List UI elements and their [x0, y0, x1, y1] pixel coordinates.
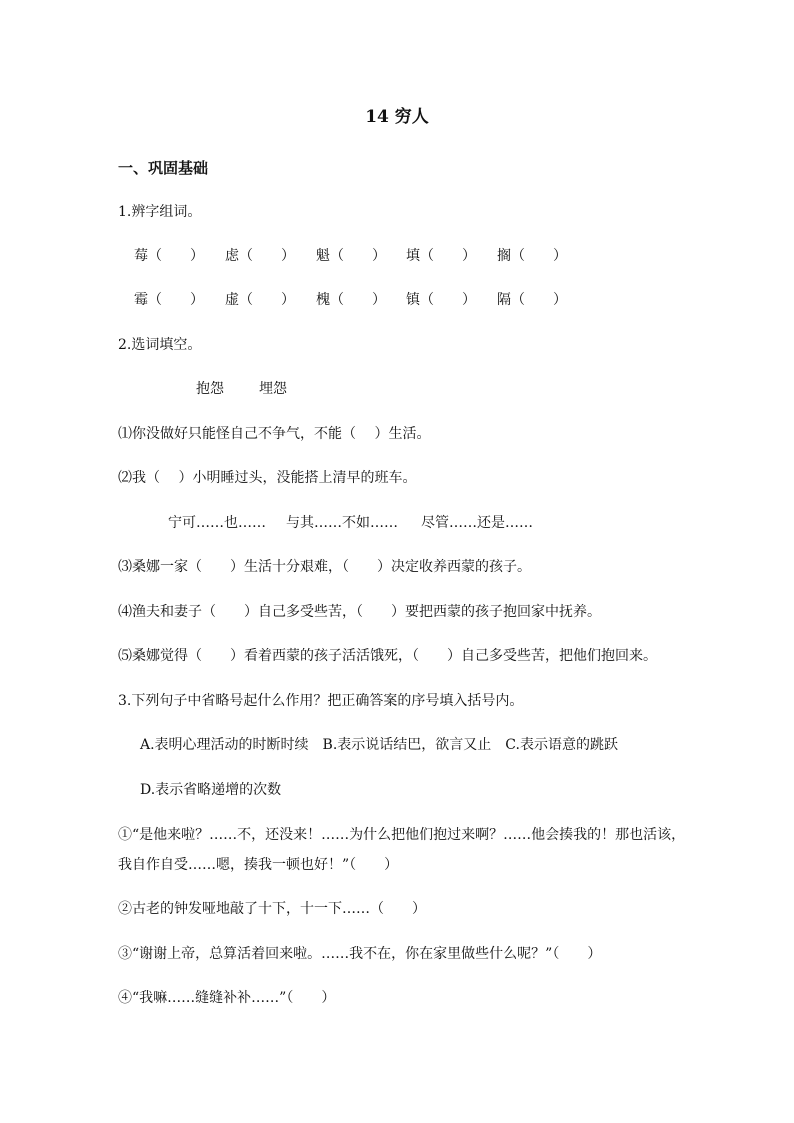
question-3-item-1-line-1: ①“是他来啦？……不，还没来！……为什么把他们抱过来啊？……他会揍我的！那也活该，: [118, 827, 686, 843]
word-group-item: 搁（ ）: [497, 248, 567, 264]
word-bank-item: 抱怨: [196, 381, 224, 397]
question-2-prompt: 2.选词填空。: [118, 337, 202, 353]
question-3-item-2: ②古老的钟发哑地敲了十下，十一下……（ ）: [118, 901, 426, 917]
question-2-sentence-2: ⑵我（ ）小明睡过头，没能搭上清早的班车。: [118, 470, 417, 486]
question-3-options-line-2: D.表示省略递增的次数: [140, 782, 282, 798]
question-3-item-3: ③“谢谢上帝，总算活着回来啦。……我不在，你在家里做些什么呢？”（ ）: [118, 946, 602, 962]
question-2-sentence-3: ⑶桑娜一家（ ）生活十分艰难，（ ）决定收养西蒙的孩子。: [118, 559, 531, 575]
word-group-item: 霉（ ）: [134, 292, 204, 308]
page-title: 14 穷人: [365, 107, 429, 127]
word-group-item: 槐（ ）: [316, 292, 386, 308]
word-bank-item: 埋怨: [259, 381, 287, 397]
question-2-sentence-1: ⑴你没做好只能怪自己不争气，不能（ ）生活。: [118, 426, 431, 442]
section-heading-consolidate-basics: 一、巩固基础: [118, 159, 209, 177]
word-bank-item: 宁可……也……: [168, 515, 266, 531]
word-group-item: 镇（ ）: [406, 292, 476, 308]
word-bank-item: 与其……不如……: [286, 515, 398, 531]
word-group-item: 虚（ ）: [225, 292, 295, 308]
question-3-options-line-1: A.表明心理活动的时断时续 B.表示说话结巴，欲言又止 C.表示语意的跳跃: [140, 737, 618, 753]
question-3-prompt: 3.下列句子中省略号起什么作用？把正确答案的序号填入括号内。: [118, 693, 524, 709]
question-3-item-4: ④“我嘛……缝缝补补……”（ ）: [118, 990, 336, 1006]
word-group-item: 填（ ）: [406, 248, 476, 264]
word-group-item: 隔（ ）: [497, 292, 567, 308]
question-2-sentence-4: ⑷渔夫和妻子（ ）自己多受些苦，（ ）要把西蒙的孩子抱回家中抚养。: [118, 604, 601, 620]
question-3-item-1-line-2: 我自作自受……嗯，揍我一顿也好！”（ ）: [118, 857, 399, 873]
word-group-item: 莓（ ）: [134, 248, 204, 264]
word-group-item: 魁（ ）: [316, 248, 386, 264]
word-group-item: 虑（ ）: [225, 248, 295, 264]
question-1-prompt: 1.辨字组词。: [118, 204, 202, 220]
word-bank-item: 尽管……还是……: [421, 515, 533, 531]
question-2-sentence-5: ⑸桑娜觉得（ ）看着西蒙的孩子活活饿死，（ ）自己多受些苦，把他们抱回来。: [118, 648, 657, 664]
